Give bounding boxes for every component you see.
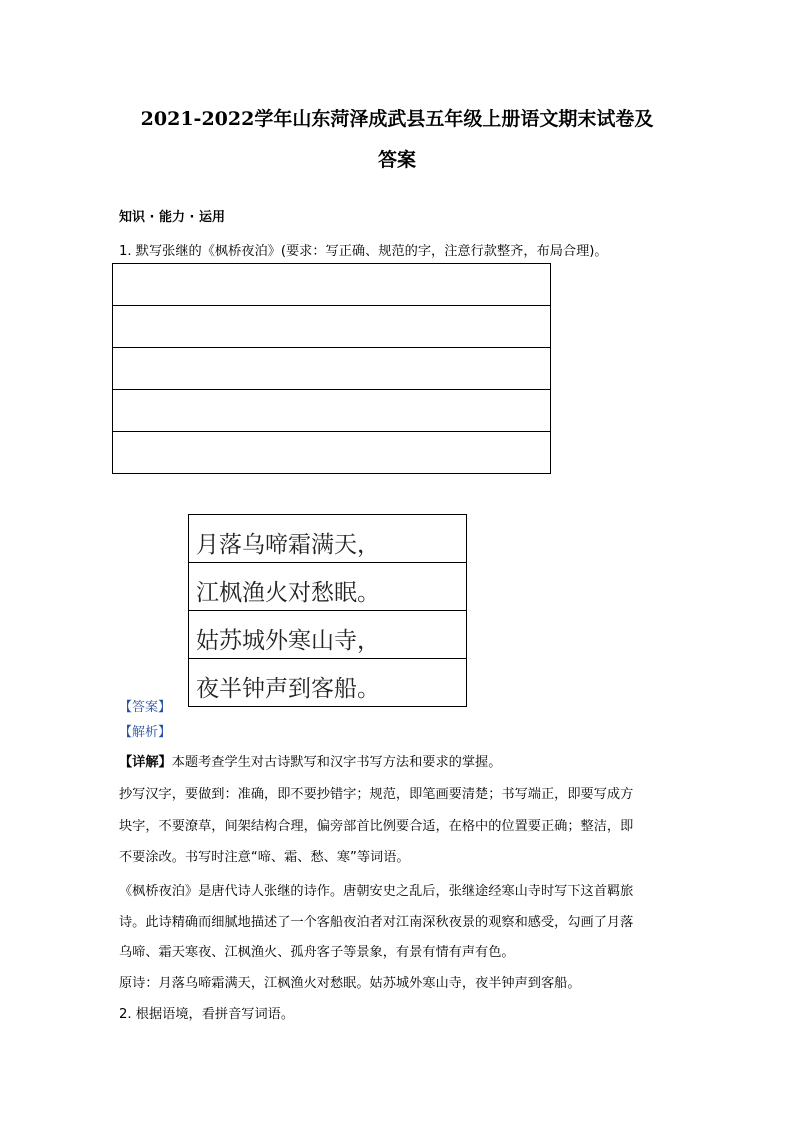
answer-poem-grid [188, 514, 467, 707]
question-2: 2. 根据语境，看拼音写词语。 [119, 1007, 295, 1022]
answer-row [189, 515, 466, 563]
doc-title-line1: 2021-2022学年山东菏泽成武县五年级上册语文期末试卷及 [140, 108, 654, 130]
poem-line-1: 月落乌啼霜满天， [196, 532, 380, 558]
answer-row [189, 611, 466, 659]
answer-row [189, 563, 466, 611]
analysis-tag: 【解析】 [119, 725, 172, 740]
poem-line-4: 夜半钟声到客船。 [196, 676, 380, 702]
poem-line-3: 姑苏城外寒山寺， [196, 628, 380, 654]
para1-line1: 抄写汉字，要做到：准确，即不要抄错字；规范，即笔画要清楚；书写端正，即要写成方 [119, 787, 634, 802]
answer-row [189, 659, 466, 706]
para1-line2: 块字，不要潦草，间架结构合理，偏旁部首比例要合适，在格中的位置要正确；整洁，即 [119, 819, 634, 834]
para2-line3: 乌啼、霜天寒夜、江枫渔火、孤舟客子等景象，有景有情有声有色。 [119, 945, 515, 960]
blank-row [113, 306, 550, 348]
answer-blank-grid [112, 263, 551, 474]
blank-row [113, 264, 550, 306]
doc-title-line2: 答案 [377, 149, 416, 171]
blank-row [113, 432, 550, 473]
poem-line-2: 江枫渔火对愁眠。 [196, 580, 380, 606]
para2-line1: 《枫桥夜泊》是唐代诗人张继的诗作。唐朝安史之乱后，张继途经寒山寺时写下这首羁旅 [119, 884, 634, 899]
question-1: 1. 默写张继的《枫桥夜泊》(要求：写正确、规范的字，注意行款整齐，布局合理)。 [119, 244, 608, 259]
detail-text: 本题考查学生对古诗默写和汉字书写方法和要求的掌握。 [171, 755, 502, 770]
detail-label: 【详解】 [119, 755, 172, 770]
para2-line2: 诗。此诗精确而细腻地描述了一个客船夜泊者对江南深秋夜景的观察和感受，勾画了月落 [119, 915, 634, 930]
original-poem: 原诗：月落乌啼霜满天，江枫渔火对愁眠。姑苏城外寒山寺，夜半钟声到客船。 [119, 976, 581, 991]
blank-row [113, 390, 550, 432]
detail-line [119, 751, 501, 770]
section-heading: 知识 · 能力 · 运用 [119, 210, 225, 225]
para1-line3: 不要涂改。书写时注意“啼、霜、愁、寒”等词语。 [119, 850, 410, 865]
answer-tag: 【答案】 [119, 700, 172, 715]
blank-row [113, 348, 550, 390]
